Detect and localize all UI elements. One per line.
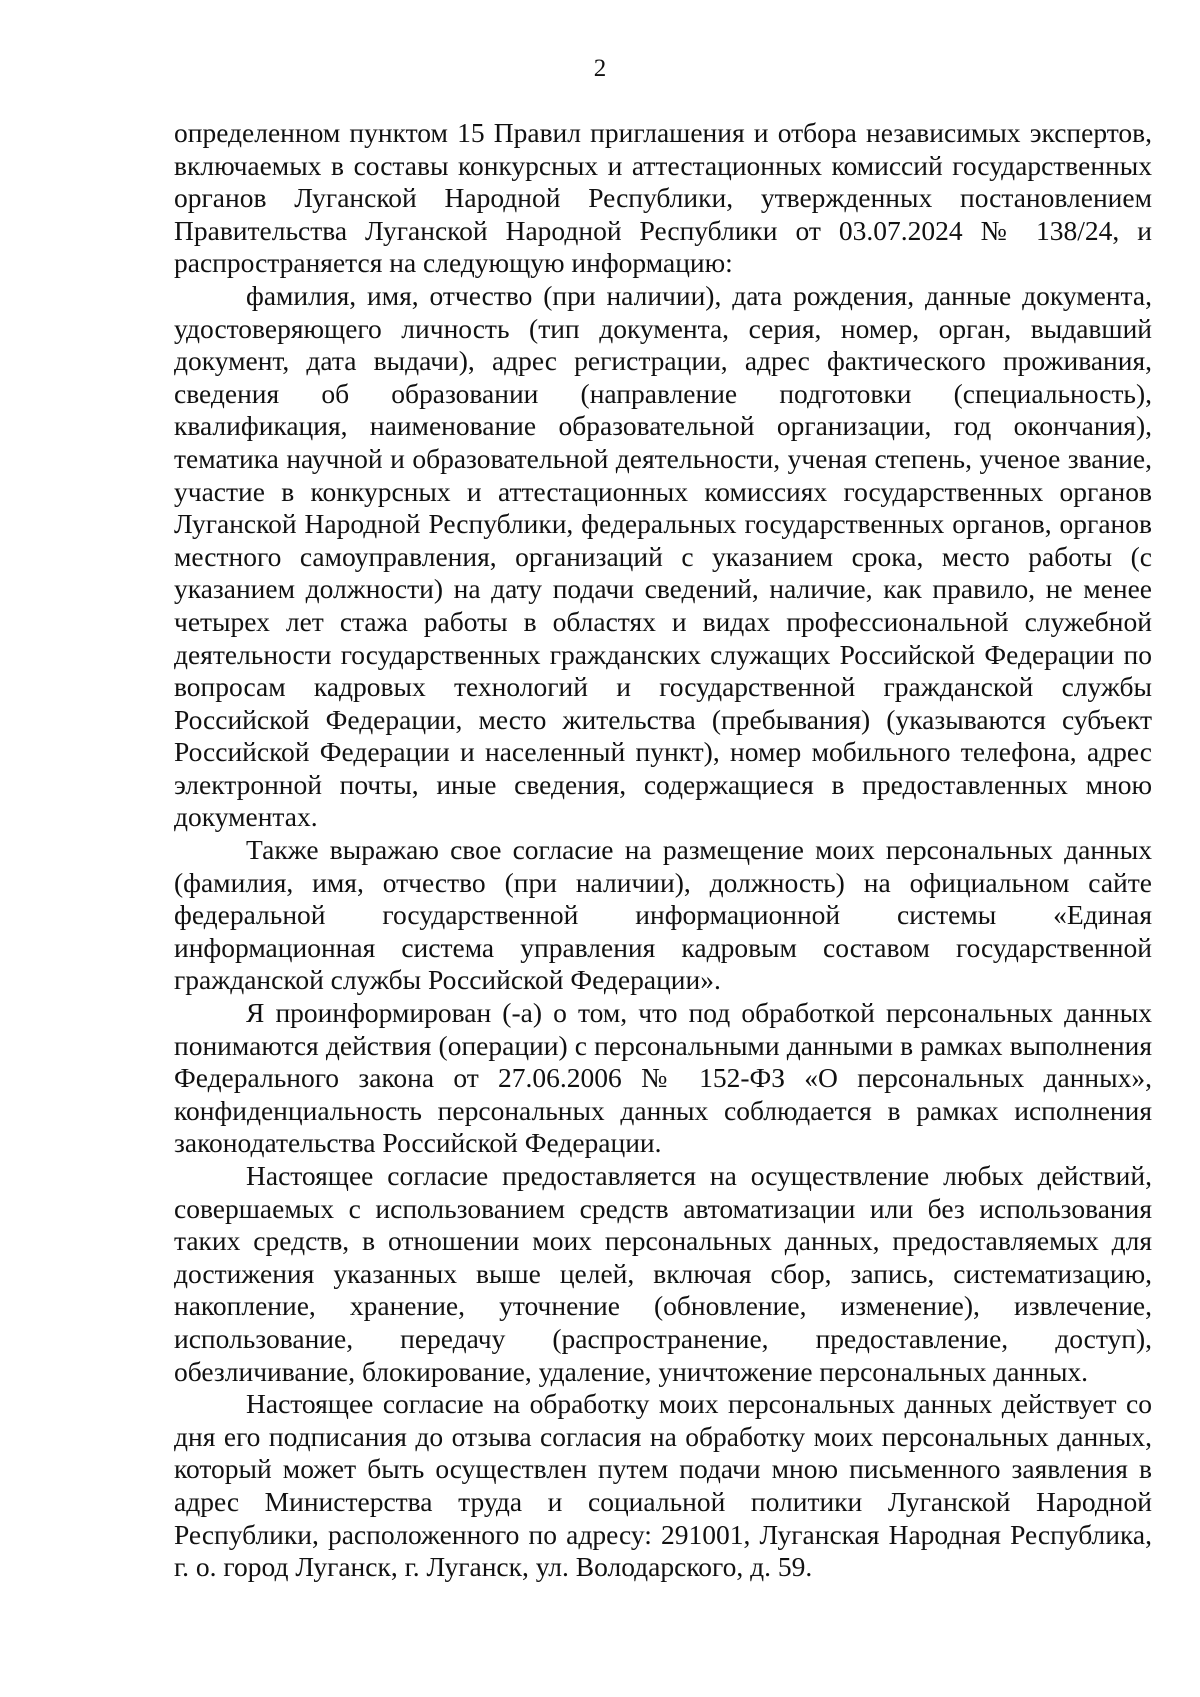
paragraph-personal-data-list: фамилия, имя, отчество (при наличии), дата рождения, данные документа, удостоверяющего личность (тип документа, серия, номер, орган, выдавший документ, дата выдачи), адрес регистрации, адрес фактического проживания, сведения об образовании (направление подготовки (специальность), квалификация, наименование образовательной организации, год окончания), тематика научной и образовательной деятельности, ученая степень, ученое звание, участие в конкурсных и аттестационных комиссиях государственных органов Луганской Народной Республики, федеральных государственных органов, органов местного самоуправления, организаций с указанием срока, место работы (с указанием должности) на дату подачи сведений, наличие, как правило, не менее четырех лет стажа работы в областях и видах профессиональной служебной деятельности государственных гражданских служащих Российской Федерации по вопросам кадровых технологий и государственной гражданской службы Российской Федерации, место жительства (пребывания) (указываются субъект Российской Федерации и населенный пункт), номер мобильного телефона, адрес электронной почты, иные сведения, содержащиеся в предоставленных мною документах. [174, 279, 1152, 833]
paragraph-consent-validity: Настоящее согласие на обработку моих персональных данных действует со дня его подписания до отзыва согласия на обработку моих персональных данных, который может быть осуществлен путем подачи мною письменного заявления в адрес Министерства труда и социальной политики Луганской Народной Республики, расположенного по адресу: 291001, Луганская Народная Республика, г. о. город Луганск, г. Луганск, ул. Володарского, д. 59. [174, 1388, 1152, 1583]
page-number: 2 [593, 55, 607, 82]
paragraph-publication-consent: Также выражаю свое согласие на размещение моих персональных данных (фамилия, имя, отчество (при наличии), должность) на официальном сайте федеральной государственной информационной системы «Единая информационная система управления кадровым составом государственной гражданской службы Российской Федерации». [174, 834, 1152, 996]
paragraph-processing-notice: Я проинформирован (-а) о том, что под обработкой персональных данных понимаются действия (операции) с персональными данными в рамках выполнения Федерального закона от 27.06.2006 № 152-ФЗ «О персональных данных», конфиденциальность персональных данных соблюдается в рамках исполнения законодательства Российской Федерации. [174, 997, 1152, 1159]
paragraph-processing-actions: Настоящее согласие предоставляется на осуществление любых действий, совершаемых с использованием средств автоматизации или без использования таких средств, в отношении моих персональных данных, предоставляемых для достижения указанных выше целей, включая сбор, запись, систематизацию, накопление, хранение, уточнение (обновление, изменение), извлечение, использование, передачу (распространение, предоставление, доступ), обезличивание, блокирование, удаление, уничтожение персональных данных. [174, 1160, 1152, 1387]
document-body [174, 117, 1152, 1584]
paragraph-continuation: определенном пунктом 15 Правил приглашения и отбора независимых экспертов, включаемых в составы конкурсных и аттестационных комиссий государственных органов Луганской Народной Республики, утвержденных постановлением Правительства Луганской Народной Республики от 03.07.2024 № 138/24, и распространяется на следующую информацию: [174, 117, 1152, 279]
